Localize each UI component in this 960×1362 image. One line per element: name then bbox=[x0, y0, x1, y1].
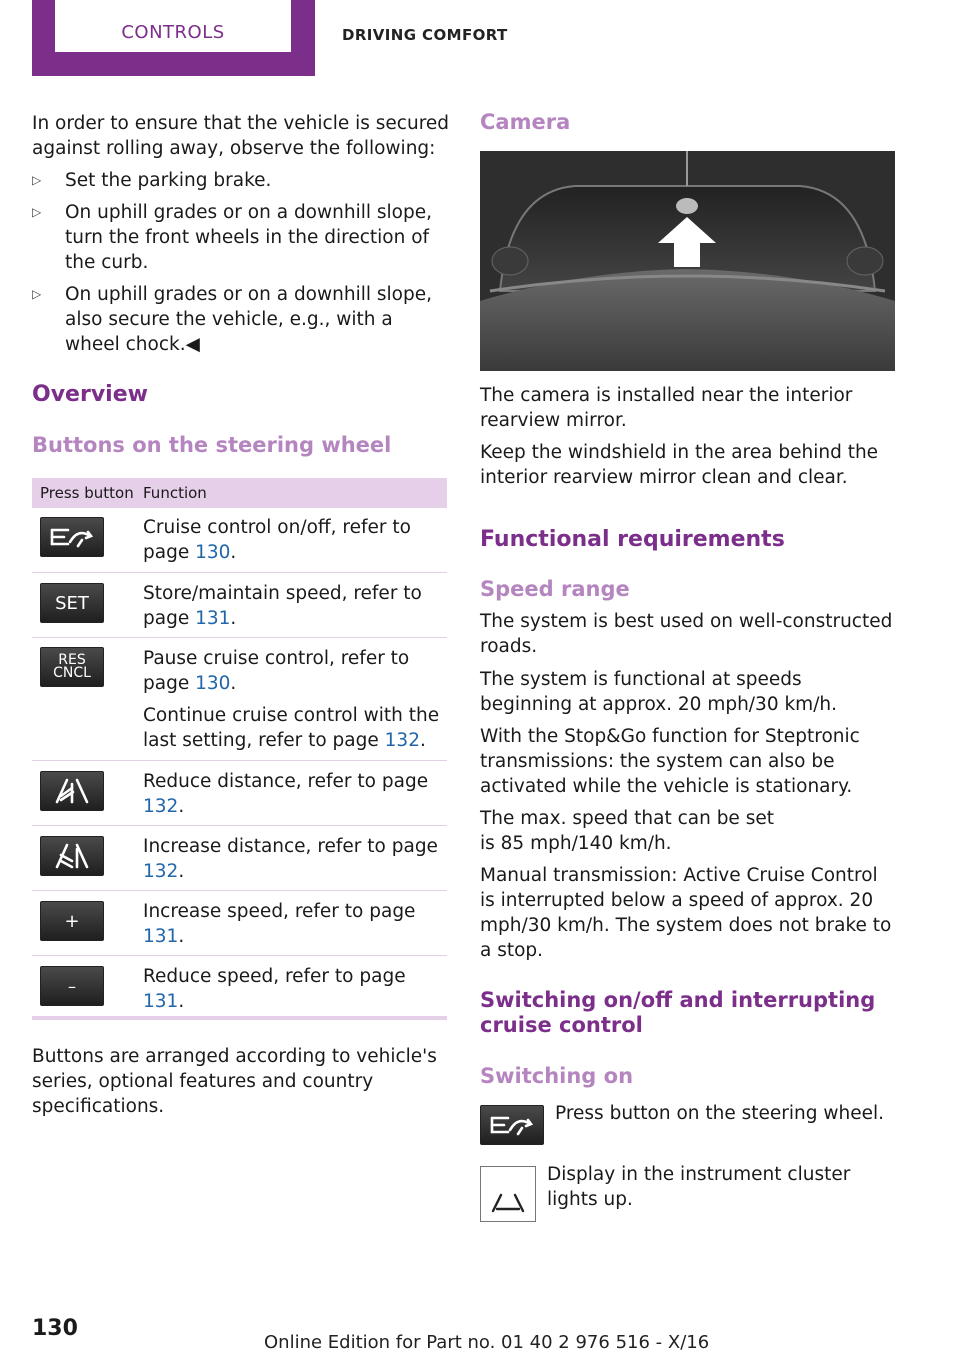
table-cell-function: Continue cruise control with the last setting, refer to page 132. bbox=[143, 705, 440, 751]
table-header-press-button: Press button bbox=[40, 484, 134, 502]
camera-paragraph-1: The camera is installed near the interior rearview mirror. bbox=[480, 385, 853, 431]
bullet-item: ▷ On uphill grades or on a downhill slope, turn the front wheels in the direction of the curb. bbox=[32, 202, 432, 273]
heading-switching: Switching on/off and interrupting cruise control bbox=[480, 988, 876, 1037]
table-cell-function: Reduce distance, refer to page 132. bbox=[143, 771, 429, 817]
heading-switching-on: Switching on bbox=[480, 1064, 634, 1088]
cruise-control-icon bbox=[480, 1105, 544, 1145]
table-cell-function: Increase speed, refer to page 131. bbox=[143, 901, 416, 947]
edition-text: Online Edition for Part no. 01 40 2 976 516 - X/16 bbox=[264, 1332, 710, 1353]
page-link[interactable]: 132 bbox=[143, 796, 179, 817]
table-row-divider bbox=[32, 572, 447, 573]
minus-button-icon: – bbox=[40, 966, 104, 1006]
display-text: Display in the instrument cluster lights up. bbox=[547, 1164, 851, 1210]
heading-overview: Overview bbox=[32, 382, 148, 407]
intro-paragraph: In order to ensure that the vehicle is secured against rolling away, observe the following: bbox=[32, 113, 450, 159]
res-cncl-button-icon: RES CNCL bbox=[40, 647, 104, 687]
reduce-distance-icon bbox=[40, 771, 104, 811]
table-cell-function: Pause cruise control, refer to page 130. bbox=[143, 648, 410, 694]
table-cell-function: Reduce speed, refer to page 131. bbox=[143, 966, 406, 1012]
cruise-control-icon bbox=[40, 517, 104, 557]
note-paragraph: Buttons are arranged according to vehicle's series, optional features and country specifications. bbox=[32, 1046, 437, 1117]
heading-buttons-steering-wheel: Buttons on the steering wheel bbox=[32, 433, 392, 457]
page-link[interactable]: 130 bbox=[195, 673, 231, 694]
table-cell-function: Store/maintain speed, refer to page 131. bbox=[143, 583, 422, 629]
page-link[interactable]: 131 bbox=[143, 991, 179, 1012]
page-link[interactable]: 132 bbox=[384, 730, 420, 751]
page-link[interactable]: 130 bbox=[195, 542, 231, 563]
bullet-triangle-icon: ▷ bbox=[32, 287, 42, 301]
switch-on-text: Press button on the steering wheel. bbox=[555, 1103, 885, 1124]
bullet-item: ▷ Set the parking brake. bbox=[32, 170, 272, 191]
page-link[interactable]: 131 bbox=[143, 926, 179, 947]
table-row-divider bbox=[32, 760, 447, 761]
plus-button-icon: + bbox=[40, 901, 104, 941]
page-link[interactable]: 131 bbox=[195, 608, 231, 629]
speed-paragraph: The system is best used on well-constructed roads. bbox=[480, 611, 893, 657]
heading-camera: Camera bbox=[480, 110, 571, 134]
speed-paragraph: The max. speed that can be set is 85 mph/140 km/h. bbox=[480, 808, 774, 854]
speed-paragraph: The system is functional at speeds beginning at approx. 20 mph/30 km/h. bbox=[480, 669, 838, 715]
instrument-cluster-display-icon bbox=[480, 1166, 536, 1222]
page-link[interactable]: 132 bbox=[143, 861, 179, 882]
camera-illustration bbox=[480, 151, 895, 371]
camera-paragraph-2: Keep the windshield in the area behind the interior rearview mirror clean and clear. bbox=[480, 442, 879, 488]
table-row-divider bbox=[32, 637, 447, 638]
increase-distance-icon bbox=[40, 836, 104, 876]
table-cell-function: Cruise control on/off, refer to page 130. bbox=[143, 517, 411, 563]
table-header bbox=[32, 478, 447, 508]
bullet-triangle-icon: ▷ bbox=[32, 173, 42, 187]
heading-functional-requirements: Functional requirements bbox=[480, 527, 785, 552]
speed-paragraph: With the Stop&Go function for Steptronic transmissions: the system can also be activated while the vehicle is stationary. bbox=[480, 726, 860, 797]
table-cell-function: Increase distance, refer to page 132. bbox=[143, 836, 438, 882]
bullet-triangle-icon: ▷ bbox=[32, 205, 42, 219]
speed-paragraph: Manual transmission: Active Cruise Control is interrupted below a speed of approx. 20 mph/30 km/h. The system does not brake to a stop. bbox=[480, 865, 892, 961]
header-section-title: DRIVING COMFORT bbox=[342, 26, 508, 44]
table-row-divider bbox=[32, 825, 447, 826]
heading-speed-range: Speed range bbox=[480, 577, 630, 601]
table-header-function: Function bbox=[143, 484, 207, 502]
page-number: 130 bbox=[32, 1316, 78, 1341]
table-row-divider bbox=[32, 890, 447, 891]
set-button-icon: SET bbox=[40, 583, 104, 623]
table-end-bar bbox=[32, 1016, 447, 1020]
header-tab-controls[interactable]: CONTROLS bbox=[121, 22, 225, 43]
table-row-divider bbox=[32, 955, 447, 956]
bullet-item: ▷ On uphill grades or on a downhill slope, also secure the vehicle, e.g., with a wheel chock.◀ bbox=[32, 284, 432, 355]
